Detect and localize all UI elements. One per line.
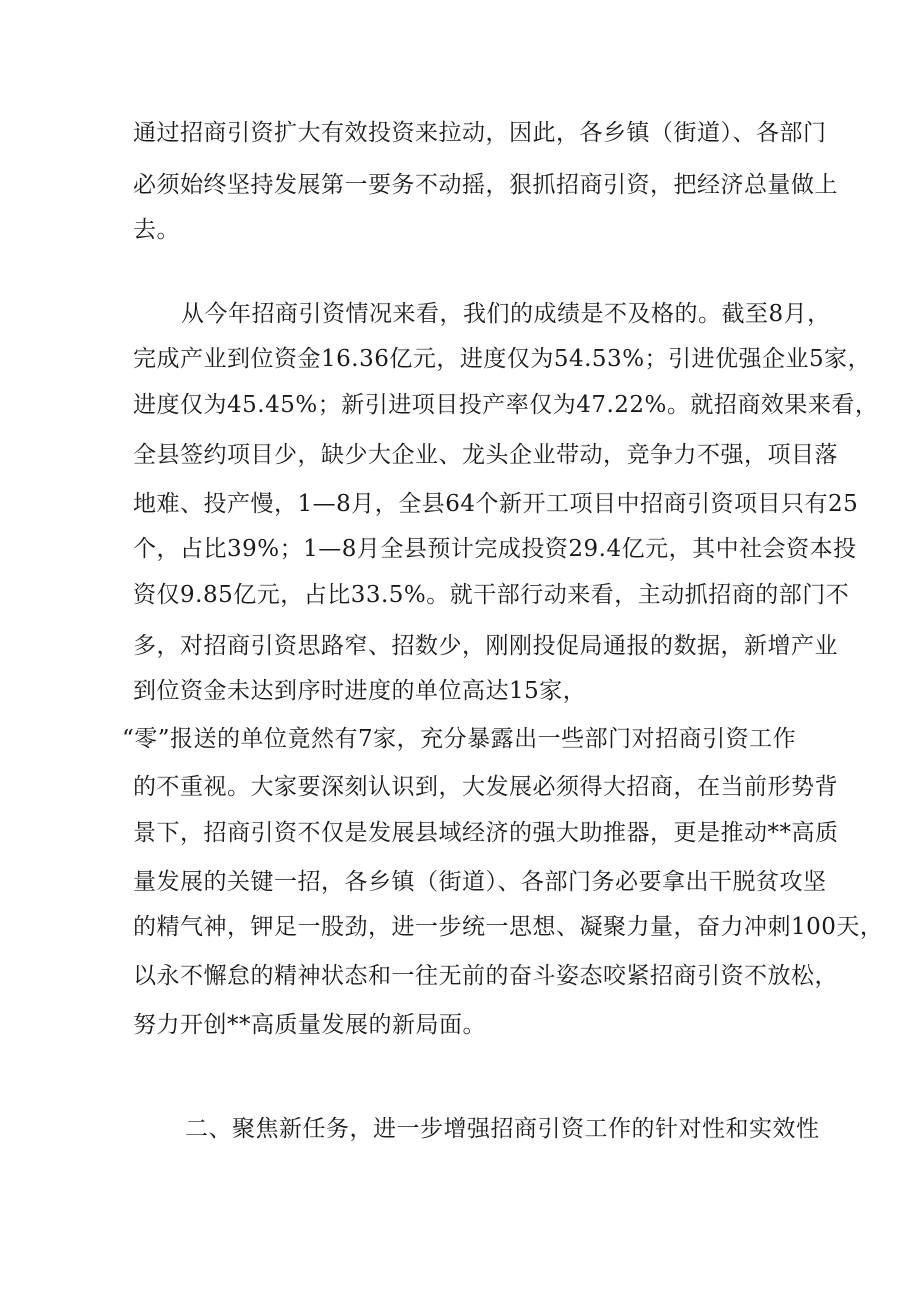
paragraph-2-line-10: “零”报送的单位竟然有7家，充分暴露出一些部门对招商引资工作: [122, 726, 797, 752]
paragraph-2-line-14: 的精气神，钾足一股劲，进一步统一思想、凝聚力量，奋力冲刺100天，: [133, 914, 884, 940]
paragraph-2-line-6: 个，占比39%；1—8月全县预计完成投资29.4亿元，其中社会资本投: [133, 536, 857, 562]
paragraph-2-line-8: 多，对招商引资思路窄、招数少，刚刚投促局通报的数据，新增产业: [133, 633, 838, 659]
section-heading: 二、聚焦新任务，进一步增强招商引资工作的针对性和实效性: [185, 1116, 820, 1142]
paragraph-2-line-3: 进度仅为45.45%；新引进项目投产率仅为47.22%。就招商效果来看，: [133, 392, 879, 418]
paragraph-2-line-15: 以永不懈怠的精神状态和一往无前的奋斗姿态咬紧招商引资不放松，: [133, 963, 838, 989]
paragraph-1-line-3: 去。: [133, 217, 180, 243]
paragraph-2-line-12: 景下，招商引资不仅是发展县域经济的强大助推器，更是推动**高质: [133, 820, 839, 846]
paragraph-2-line-4: 全县签约项目少，缺少大企业、龙头企业带动，竞争力不强，项目落: [133, 442, 838, 468]
paragraph-1-line-1: 通过招商引资扩大有效投资来拉动，因此，各乡镇（街道）、各部门: [133, 120, 827, 146]
paragraph-1-line-2: 必须始终坚持发展第一要务不动摇，狠抓招商引资，把经济总量做上: [133, 172, 838, 198]
paragraph-2-line-2: 完成产业到位资金16.36亿元，进度仅为54.53%；引进优强企业5家，: [133, 346, 872, 372]
paragraph-2-line-11: 的不重视。大家要深刻认识到，大发展必须得大招商，在当前形势背: [133, 774, 838, 800]
paragraph-2-line-7: 资仅9.85亿元，占比33.5%。就干部行动来看，主动抓招商的部门不: [133, 582, 850, 608]
paragraph-2-line-5: 地难、投产慢，1—8月，全县64个新开工项目中招商引资项目只有25: [133, 491, 859, 517]
paragraph-2-line-16: 努力开创**高质量发展的新局面。: [133, 1012, 486, 1038]
paragraph-2-line-1: 从今年招商引资情况来看，我们的成绩是不及格的。截至8月，: [181, 301, 831, 327]
paragraph-2-line-13: 量发展的关键一招，各乡镇（街道）、各部门务必要拿出干脱贫攻坚: [133, 869, 827, 895]
paragraph-2-line-9: 到位资金未达到序时进度的单位高达15家，: [133, 678, 587, 704]
